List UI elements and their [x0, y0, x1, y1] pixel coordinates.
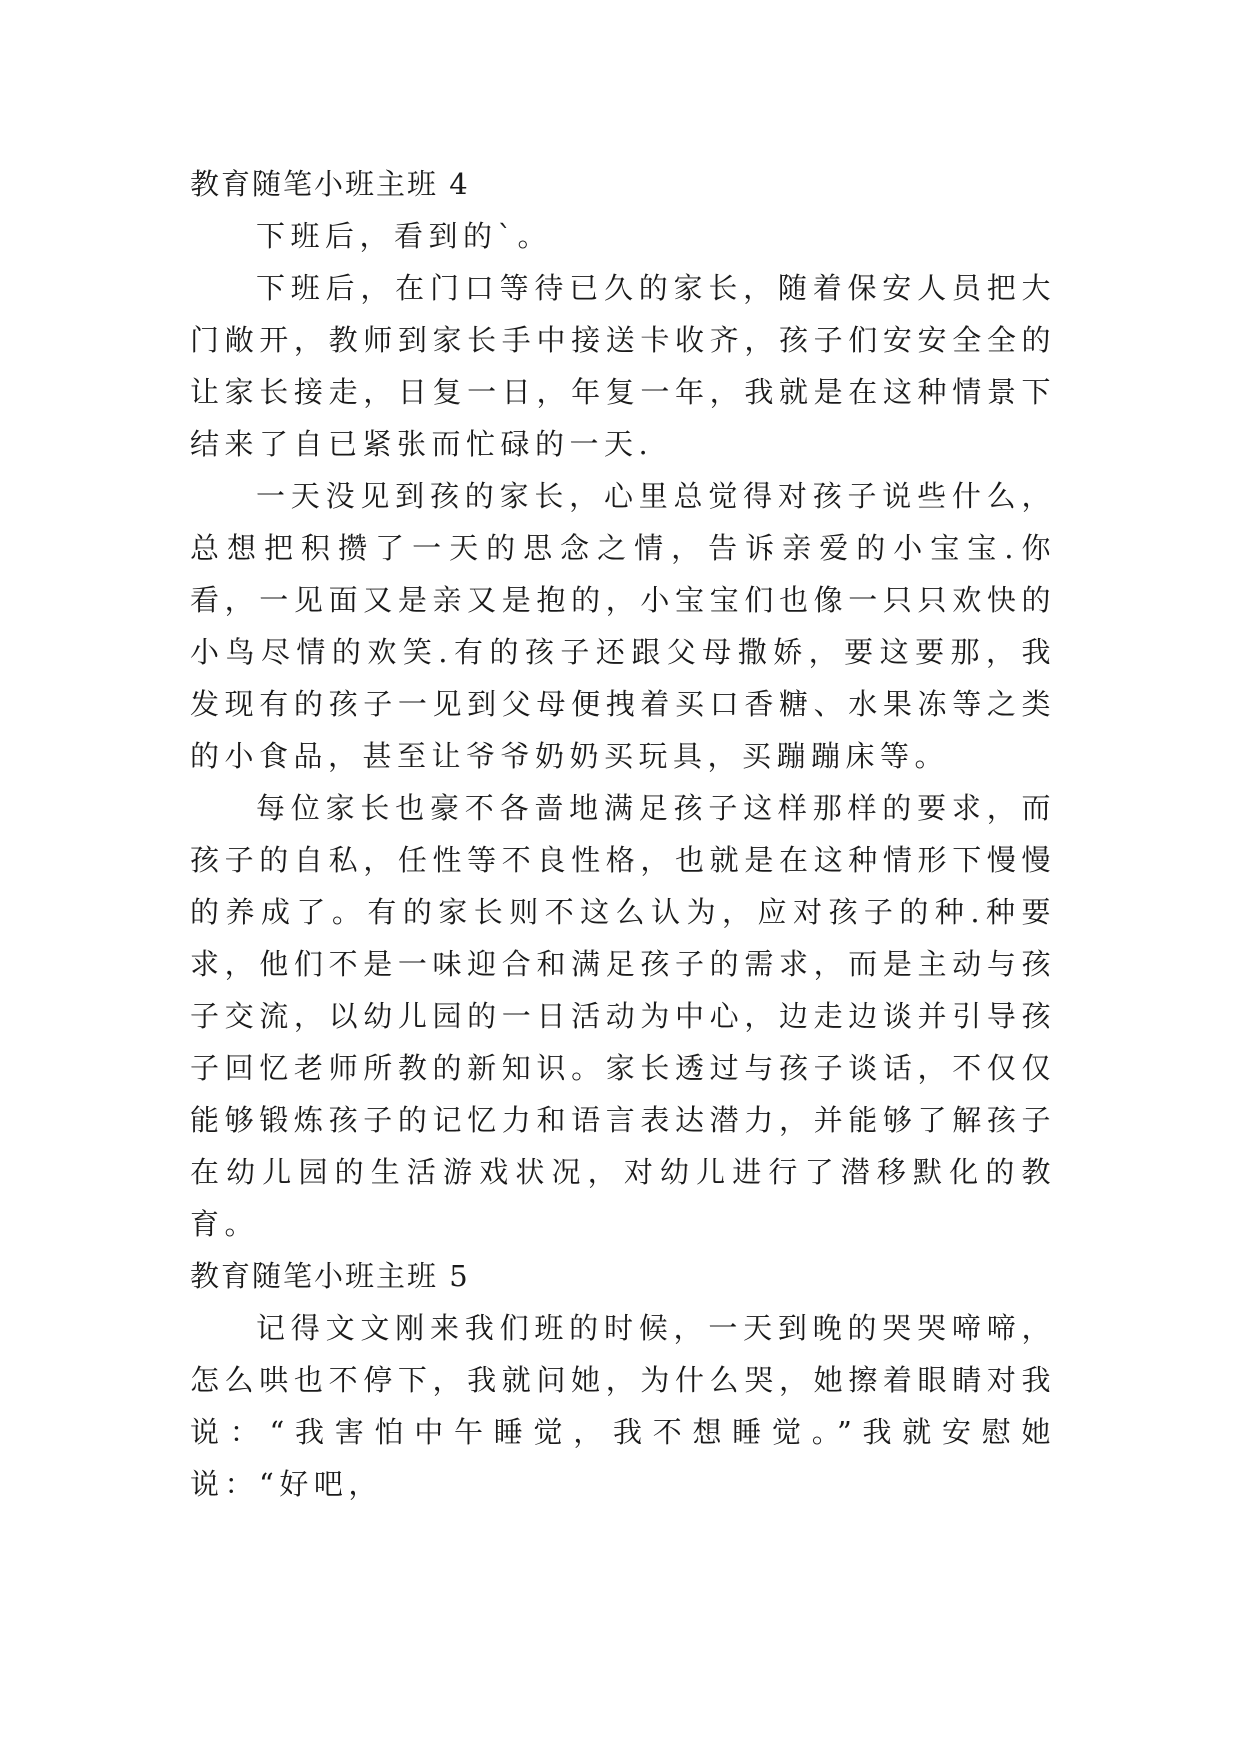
- paragraph: 一天没见到孩的家长，心里总觉得对孩子说些什么，总想把积攒了一天的思念之情，告诉亲爱的小宝宝.你看，一见面又是亲又是抱的，小宝宝们也像一只只欢快的小鸟尽情的欢笑.有的孩子还跟父母撒娇，要这要那，我发现有的孩子一见到父母便拽着买口香糖、水果冻等之类的小食品，甚至让爷爷奶奶买玩具，买蹦蹦床等。: [190, 479, 1056, 773]
- section-heading: 教育随笔小班主班 4: [190, 167, 470, 201]
- section-heading: 教育随笔小班主班 5: [190, 1259, 470, 1293]
- paragraph: 记得文文刚来我们班的时候，一天到晚的哭哭啼啼，怎么哄也不停下，我就问她，为什么哭，她擦着眼睛对我说：“我害怕中午睡觉，我不想睡觉。”我就安慰她说：“好吧，: [190, 1311, 1056, 1501]
- paragraph: 下班后，看到的`。: [256, 219, 553, 253]
- paragraph: 下班后，在门口等待已久的家长，随着保安人员把大门敞开，教师到家长手中接送卡收齐，孩子们安安全全的让家长接走，日复一日，年复一年，我就是在这种情景下结来了自已紧张而忙碌的一天.: [190, 271, 1056, 461]
- document-body: [190, 158, 1056, 1510]
- paragraph: 每位家长也豪不各啬地满足孩子这样那样的要求，而孩子的自私，任性等不良性格，也就是在这种情形下慢慢的养成了。有的家长则不这么认为，应对孩子的种.种要求，他们不是一味迎合和满足孩子的需求，而是主动与孩子交流，以幼儿园的一日活动为中心，边走边谈并引导孩子回忆老师所教的新知识。家长透过与孩子谈话，不仅仅能够锻炼孩子的记忆力和语言表达潜力，并能够了解孩子在幼儿园的生活游戏状况，对幼儿进行了潜移默化的教育。: [190, 791, 1056, 1241]
